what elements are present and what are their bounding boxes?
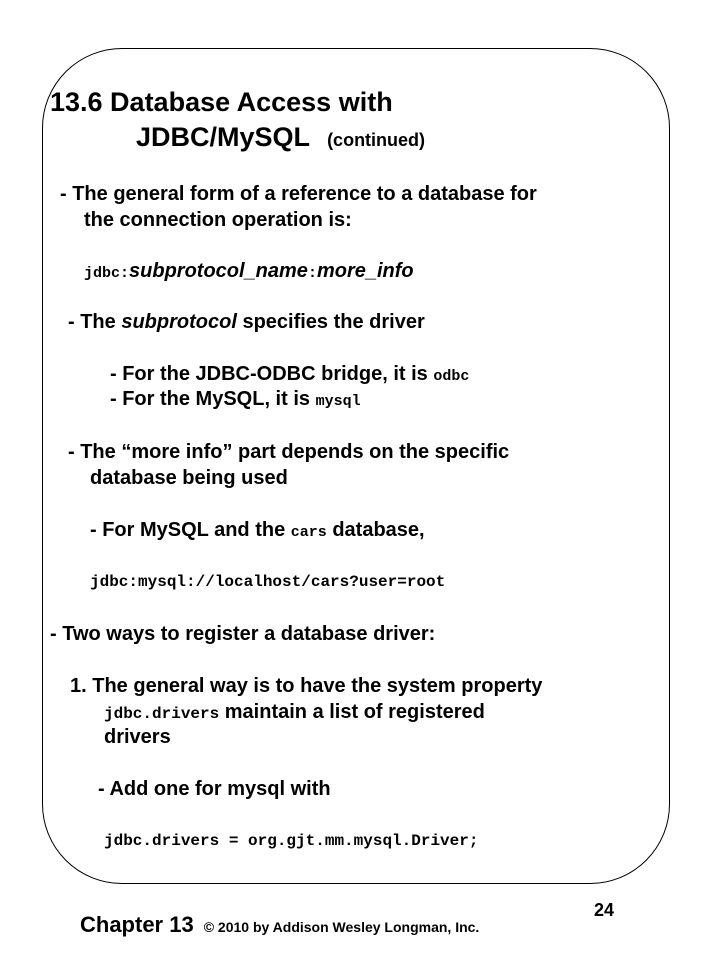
general-way-line2-suffix: maintain a list of registered xyxy=(219,701,485,723)
general-way-line1: 1. The general way is to have the system property xyxy=(70,675,543,697)
subprotocol-suffix: specifies the driver xyxy=(236,311,425,333)
url-colon-code: : xyxy=(307,265,317,282)
subprotocol-prefix: - The xyxy=(68,311,122,333)
url-prefix-code: jdbc: xyxy=(84,265,130,282)
url-more-info: more_info xyxy=(316,260,414,282)
add-mysql-line: - Add one for mysql with xyxy=(98,778,331,800)
url-subprotocol-name: subprotocol_name xyxy=(129,260,308,282)
connection-reference-line1: - The general form of a reference to a database for xyxy=(60,183,537,205)
odbc-bridge-line xyxy=(110,362,469,389)
more-info-line2: database being used xyxy=(90,467,288,489)
page-number: 24 xyxy=(594,900,615,920)
odbc-code: odbc xyxy=(433,368,470,385)
general-way-line3: drivers xyxy=(104,726,171,748)
footer-copyright: © 2010 by Addison Wesley Longman, Inc. xyxy=(203,919,480,935)
more-info-line1: - The “more info” part depends on the specific xyxy=(68,441,510,463)
cars-prefix: - For MySQL and the xyxy=(90,519,291,541)
slide-title-line1: 13.6 Database Access with xyxy=(50,87,393,117)
cars-database-line xyxy=(90,518,425,545)
drivers-assignment-code: jdbc.drivers = org.gjt.mm.mysql.Driver; xyxy=(104,832,479,850)
url-form-line xyxy=(84,259,414,286)
slide-title-jdbc-mysql: JDBC/MySQL xyxy=(136,122,310,152)
mysql-driver-text: - For the MySQL, it is xyxy=(110,388,316,410)
footer-line xyxy=(80,913,479,939)
cars-url-code: jdbc:mysql://localhost/cars?user=root xyxy=(90,573,446,591)
subprotocol-line xyxy=(68,310,425,334)
cars-code: cars xyxy=(290,524,327,541)
connection-reference-line2: the connection operation is: xyxy=(84,209,352,231)
mysql-driver-line xyxy=(110,387,361,414)
register-driver-heading: - Two ways to register a database driver: xyxy=(50,623,436,645)
general-way-line2 xyxy=(104,700,485,726)
jdbc-drivers-code: jdbc.drivers xyxy=(104,705,220,723)
mysql-code: mysql xyxy=(315,393,361,410)
subprotocol-italic: subprotocol xyxy=(121,311,237,333)
slide-title-continued: (continued) xyxy=(327,130,426,150)
cars-suffix: database, xyxy=(326,519,425,541)
odbc-bridge-text: - For the JDBC-ODBC bridge, it is xyxy=(110,363,434,385)
footer-chapter: Chapter 13 xyxy=(80,912,194,937)
slide-title-line2 xyxy=(136,121,425,156)
